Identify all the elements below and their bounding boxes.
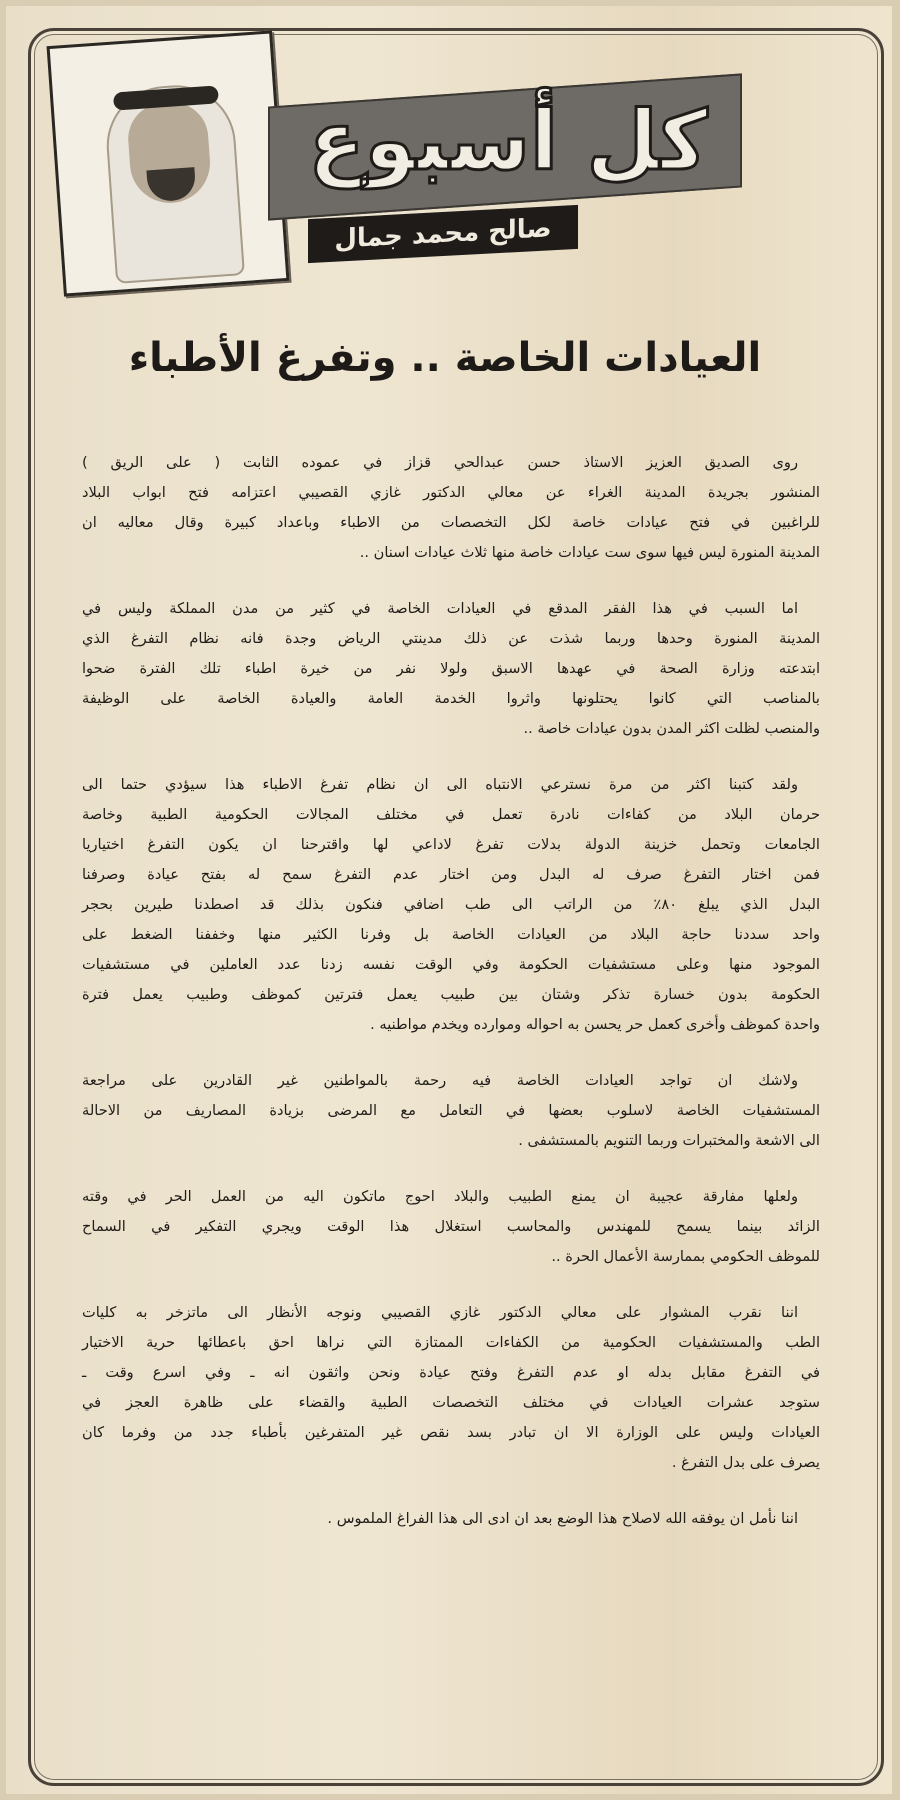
text-line: ولاشك ان تواجد العيادات الخاصة فيه رحمة بالمواطنين غير القادرين على مراجعة	[82, 1072, 798, 1089]
text-line: الطب والمستشفيات الحكومية من الكفاءات الممتازة التي نراها احق باعطائها حرية الاختيار	[82, 1334, 820, 1351]
text-line: واحدة كموظف وأخرى كعمل حر يحسن به احواله وموارده ويخدم مواطنيه .	[370, 1016, 820, 1033]
text-line: المنشور بجريدة المدينة الغراء عن معالي الدكتور غازي القصيبي اعتزامه فتح ابواب البلاد	[82, 484, 820, 501]
article-paragraph	[82, 1182, 820, 1272]
author-photo	[47, 30, 290, 296]
article-paragraph	[82, 448, 820, 568]
text-line: ولقد كتبنا اكثر من مرة نسترعي الانتباه الى ان نظام تفرغ الاطباء هذا سيؤدي حتما الى	[82, 776, 798, 793]
article-paragraph	[82, 770, 820, 1040]
text-line: المستشفيات الخاصة لاسلوب بعضها في التعامل مع المرضى بزيادة المصاريف من الاحالة	[82, 1102, 820, 1119]
text-line: الى الاشعة والمختبرات وربما التنويم بالمستشفى .	[518, 1132, 820, 1149]
article-paragraph	[82, 1504, 820, 1534]
text-line: واحد سددنا حاجة البلاد من العيادات الخاصة بل وفرنا الكثير منها وخففنا الضغط على	[82, 926, 820, 943]
text-line: للراغبين في فتح عيادات خاصة لكل التخصصات من الاطباء وباعداد كبيرة وقال معاليه ان	[82, 514, 820, 531]
text-line: فمن اختار التفرغ صرف له البدل ومن اختار عدم التفرغ سمح له بفتح عيادة وصرفنا	[82, 866, 820, 883]
author-name: صالح محمد جمال	[308, 205, 578, 263]
text-line: روى الصديق العزيز الاستاذ حسن عبدالحي قزاز في عموده الثابت ( على الريق )	[82, 454, 798, 471]
text-line: الموجود منها وعلى مستشفيات الحكومة وفي الوقت نفسه زدنا عدد العاملين في مستشفيات	[82, 956, 820, 973]
text-line: ولعلها مفارقة عجيبة ان يمنع الطبيب والبلاد احوج ماتكون اليه من العمل الحر في وقته	[82, 1188, 798, 1205]
text-line: العيادات وليس على الوزارة الا ان تبادر بسد نقص غير المتفرغين بأطباء جدد من وفرما كان	[82, 1424, 820, 1441]
text-line: ستوجد عشرات العيادات في مختلف التخصصات الطبية والقضاء على ظاهرة العجز في	[82, 1394, 820, 1411]
text-line: المدينة المنورة وحدها وربما شذت عن ذلك مدينتي الرياض وجدة فانه نظام التفرغ الذي	[82, 630, 820, 647]
text-line: بالمناصب التي كانوا يحتلونها واثروا الخدمة العامة والعيادة الخاصة على الوظيفة	[82, 690, 820, 707]
article-paragraph	[82, 594, 820, 744]
article-paragraph	[82, 1066, 820, 1156]
text-line: ابتدعته وزارة الصحة في عهدها الاسبق ولولا نفر من خيرة اطباء تلك الفترة ضحوا	[82, 660, 820, 677]
text-line: اننا نقرب المشوار على معالي الدكتور غازي القصيبي ونوجه الأنظار الى ماتزخر به كليات	[82, 1304, 798, 1321]
text-line: اننا نأمل ان يوفقه الله لاصلاح هذا الوضع بعد ان ادى الى هذا الفراغ الملموس .	[327, 1510, 798, 1527]
text-line: اما السبب في هذا الفقر المدقع في العيادات الخاصة في كثير من مدن المملكة وليس في	[82, 600, 798, 617]
text-line: في التفرغ مقابل بدله او عدم التفرغ وفتح عيادة ونحن واثقون انه ـ وفي اسرع وقت ـ	[82, 1364, 820, 1381]
column-banner	[268, 62, 738, 257]
text-line: الجامعات وتحمل خزينة الدولة بدلات تفرغ لاداعي لها واقترحنا ان يكون التفرغ اختياريا	[82, 836, 820, 853]
text-line: حرمان البلاد من كفاءات نادرة تعمل في مختلف المجالات الحكومية الطبية وخاصة	[82, 806, 820, 823]
text-line: للموظف الحكومي بممارسة الأعمال الحرة ..	[551, 1248, 820, 1265]
text-line: والمنصب لظلت اكثر المدن بدون عيادات خاصة ..	[523, 720, 820, 737]
text-line: يصرف على بدل التفرغ .	[671, 1454, 820, 1471]
text-line: الحكومة بدون خسارة تذكر وشتان بين طبيب يعمل فترتين كموظف وطبيب يعمل فترة	[82, 986, 820, 1003]
article-title: العيادات الخاصة .. وتفرغ الأطباء	[128, 335, 762, 381]
article-body	[82, 448, 820, 1560]
text-line: البدل الذي يبلغ ٨٠٪ من الراتب الى طب اضافي فنكون بذلك قد اصطدنا طيرين بحجر	[82, 896, 821, 913]
text-line: المدينة المنورة ليس فيها سوى ست عيادات خاصة منها ثلاث عيادات اسنان ..	[359, 544, 820, 561]
article-paragraph	[82, 1298, 820, 1478]
column-logo: كل أسبوع	[308, 94, 708, 189]
text-line: الزائد بينما يسمح للمهندس والمحاسب استغلال هذا الوقت ويجري التفكير في السماح	[82, 1218, 820, 1235]
